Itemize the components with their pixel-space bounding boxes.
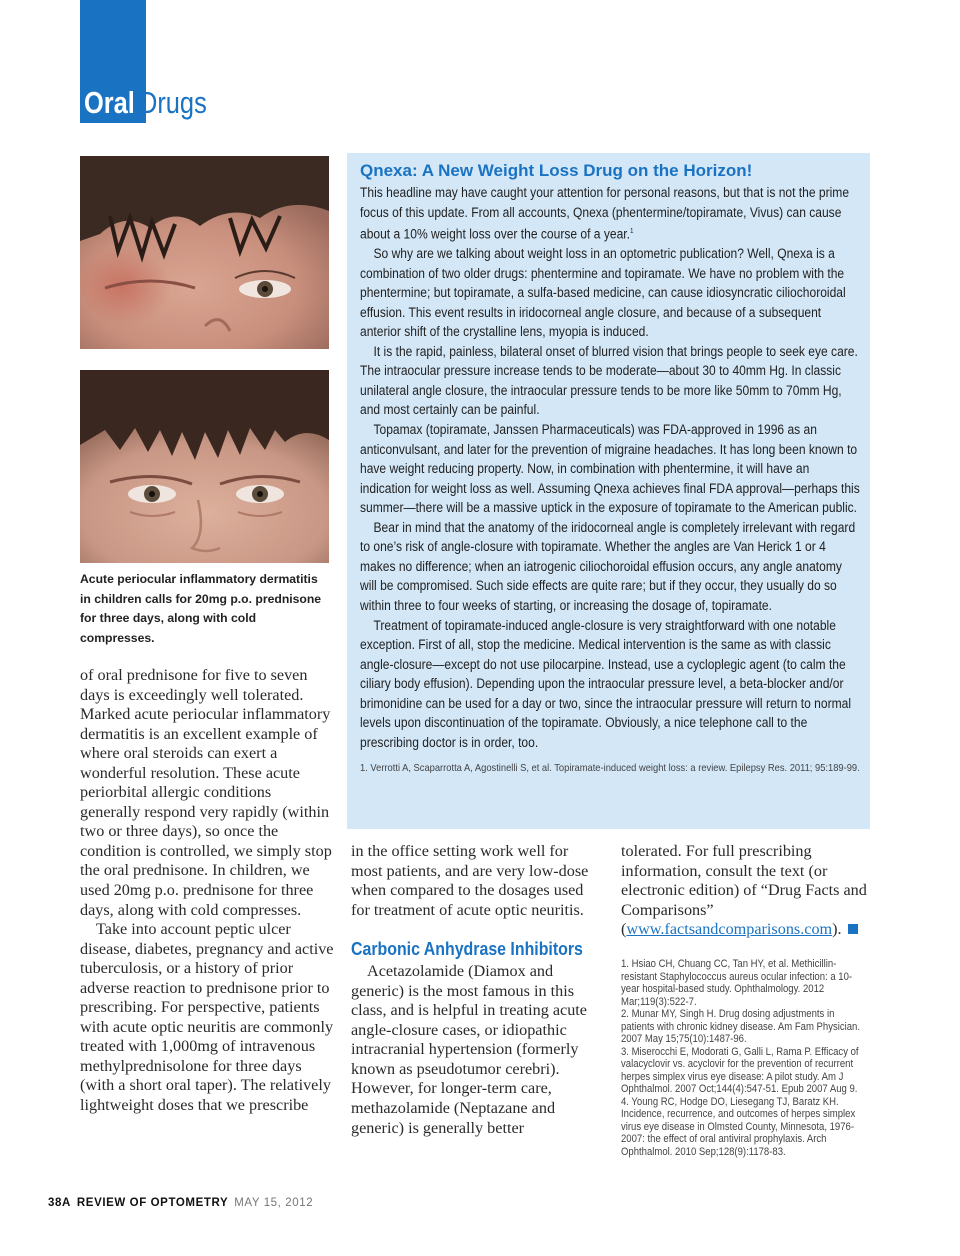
sidebar-paragraph [360,183,860,244]
section-title [84,82,207,124]
body-column-2 [351,842,603,1138]
reference-item: 1. Hsiao CH, Chuang CC, Tan HY, et al. Methicillin-resistant Staphylococcus aureus ocular infection: a 10-year hospital-based study. Ophthalmology. 2012 Mar;119(3):522-7. [621,958,853,1008]
section-title-light: Drugs [138,85,207,120]
magazine-name: REVIEW OF OPTOMETRY [76,1197,229,1209]
body-paragraph: in the office setting work well for most patients, and are very low-dose when compared to the dosages used for treatment of acute optic neuritis. [351,842,589,919]
body-paragraph-end: ). [832,920,842,939]
reference-item: 3. Miserocchi E, Modorati G, Galli L, Rama P. Efficacy of valacyclovir vs. acyclovir for the prevention of recurrent herpes simplex virus eye disease: A pilot study. Am J Ophthalmol. 2007 Oct;144(4):547-51. Epub 2007 Aug 9. [621,1045,859,1095]
sidebar-text [360,183,860,752]
issue-date: MAY 15, 2012 [234,1197,314,1209]
sidebar-paragraph: So why are we talking about weight loss in an optometric publication? Well, Qnexa is a combination of two older drugs: phentermine and topiramate. We have no problem with the phentermine; but topiramate, a sulfa-based medicine, can cause idiosyncratic ciliochoroidal effusion. This event results in iridocorneal angle closure, and because of a subsequent anterior shift of the crystalline lens, myopia is induced. [360,246,846,340]
reference-item: 4. Young RC, Hodge DO, Liesegang TJ, Baratz KH. Incidence, recurrence, and outcomes of herpes simplex virus eye disease in Olmsted County, Minnesota, 1976-2007: the effect of oral antiviral prophylaxis. Arch Ophthalmol. 2010 Sep;128(9):1178-83. [621,1095,856,1158]
sidebar-paragraph: Bear in mind that the anatomy of the iridocorneal angle is completely irrelevant with regard to one’s risk of angle-closure with topiramate. Whether the angles are Van Herick 1 or 4 makes no difference; when an iatrogenic ciliochoroidal effusion occurs, any angle anatomy will be compromised. Such side effects are quite rare; but if they occur, they usually do so within three to four weeks of starting, or increasing the dosage of, topiramate. [360,519,856,613]
page-number: 38A [48,1197,71,1209]
body-paragraph: Take into account peptic ulcer disease, diabetes, pregnancy and active tuberculosis, or a history of prior adverse reaction to prednisone prior to prescribing. For perspective, patients with acute optic neuritis are commonly treated with 1,000mg of intravenous methylprednisolone for three days (with a short oral taper). The relatively lightweight doses that we prescribe [80,920,334,1115]
photo-child-treated [80,370,329,563]
body-paragraph: Acetazolamide (Diamox and generic) is the most famous in this class, and is helpful in treating acute angle-closure cases, or idiopathic intracranial hypertension (formerly known as pseudotumor cerebri). However, for longer-term care, methazolamide (Neptazane and generic) is generally better [351,962,587,1137]
sidebar-paragraph: Topamax (topiramate, Janssen Pharmaceuticals) was FDA-approved in 1996 as an anticonvulsant, and later for the prevention of migraine headaches. It has long been known to have weight reducing property. Now, in combination with phentermine, it will have an indication for weight loss as well. Assuming Qnexa achieves final FDA approval—perhaps this summer—there will be a massive uptick in the exposure of topiramate to the American public. [360,422,860,516]
sidebar-paragraph: Treatment of topiramate-induced angle-closure is very straightforward with one notable exception. First of all, stop the medicine. Medical intervention is the same as with classic angle-closure—except do not use pilocarpine. Instead, use a cycloplegic agent (to calm the ciliary body effusion). Depending upon the intraocular pressure level, a beta-blocker and/or brimonidine can be used for a day or two, since the intraocular pressure will return to normal levels upon discontinuation of the topiramate. Obviously, a nice telephone call to the prescribing doctor is in order, too. [360,617,852,750]
body-paragraph [621,842,871,940]
photo-caption: Acute periocular inflammatory dermatitis in children calls for 20mg p.o. prednisone for three days, along with cold compresses. [80,572,322,645]
sidebar-reference: 1. Verrotti A, Scaparrotta A, Agostinelli S, et al. Topiramate-induced weight loss: a review. Epilepsy Res. 2011; 95:189-99. [360,763,860,775]
reference-item: 2. Munar MY, Singh H. Drug dosing adjustments in patients with chronic kidney disease. Am Fam Physician. 2007 May 15;75(10):1487-96. [621,1008,861,1045]
sidebar-title: Qnexa: A New Weight Loss Drug on the Horizon! [360,161,753,180]
body-column-3 [621,842,871,940]
body-paragraph-text: tolerated. For full prescribing information, consult the text (or electronic edition) of “Drug Facts and Comparisons” ( [621,842,867,939]
section-title-bold: Oral [84,85,135,120]
sidebar-content [360,159,860,776]
sidebar-paragraph: It is the rapid, painless, bilateral onset of blurred vision that brings people to seek eye care. The intraocular pressure increase tends to be moderate—about 30 to 40mm Hg. In classic unilateral angle closure, the intraocular pressure tends to be more like 50mm to 70mm Hg, and most certainly can be painful. [360,343,858,418]
page-footer [48,1197,313,1209]
section-heading: Carbonic Anhydrase Inhibitors [351,938,583,960]
facts-and-comparisons-link[interactable]: www.factsandcomparisons.com [626,920,833,939]
body-column-1 [80,666,334,1116]
photo-child-swollen-eye [80,156,329,349]
footnote-marker: 1 [629,228,634,236]
body-paragraph: of oral prednisone for five to seven days is exceedingly well tolerated. Marked acute periocular inflammatory dermatitis is an excellent example of where oral steroids can exert a wonderful resolution. These acute periorbital allergic conditions generally respond very rapidly (within two or three days), so once the condition is controlled, we simply stop the oral prednisone. In children, we used 20mg p.o. prednisone for three days, along with cold compresses. [80,666,332,919]
sidebar-paragraph-text: This headline may have caught your attention for personal reasons, but that is not the prime focus of this update. From all accounts, Qnexa (phentermine/topiramate, Vivus) can cause about a 10% weight loss over the course of a year. [360,185,850,242]
end-of-article-icon [848,924,858,934]
references-list [621,958,869,1158]
